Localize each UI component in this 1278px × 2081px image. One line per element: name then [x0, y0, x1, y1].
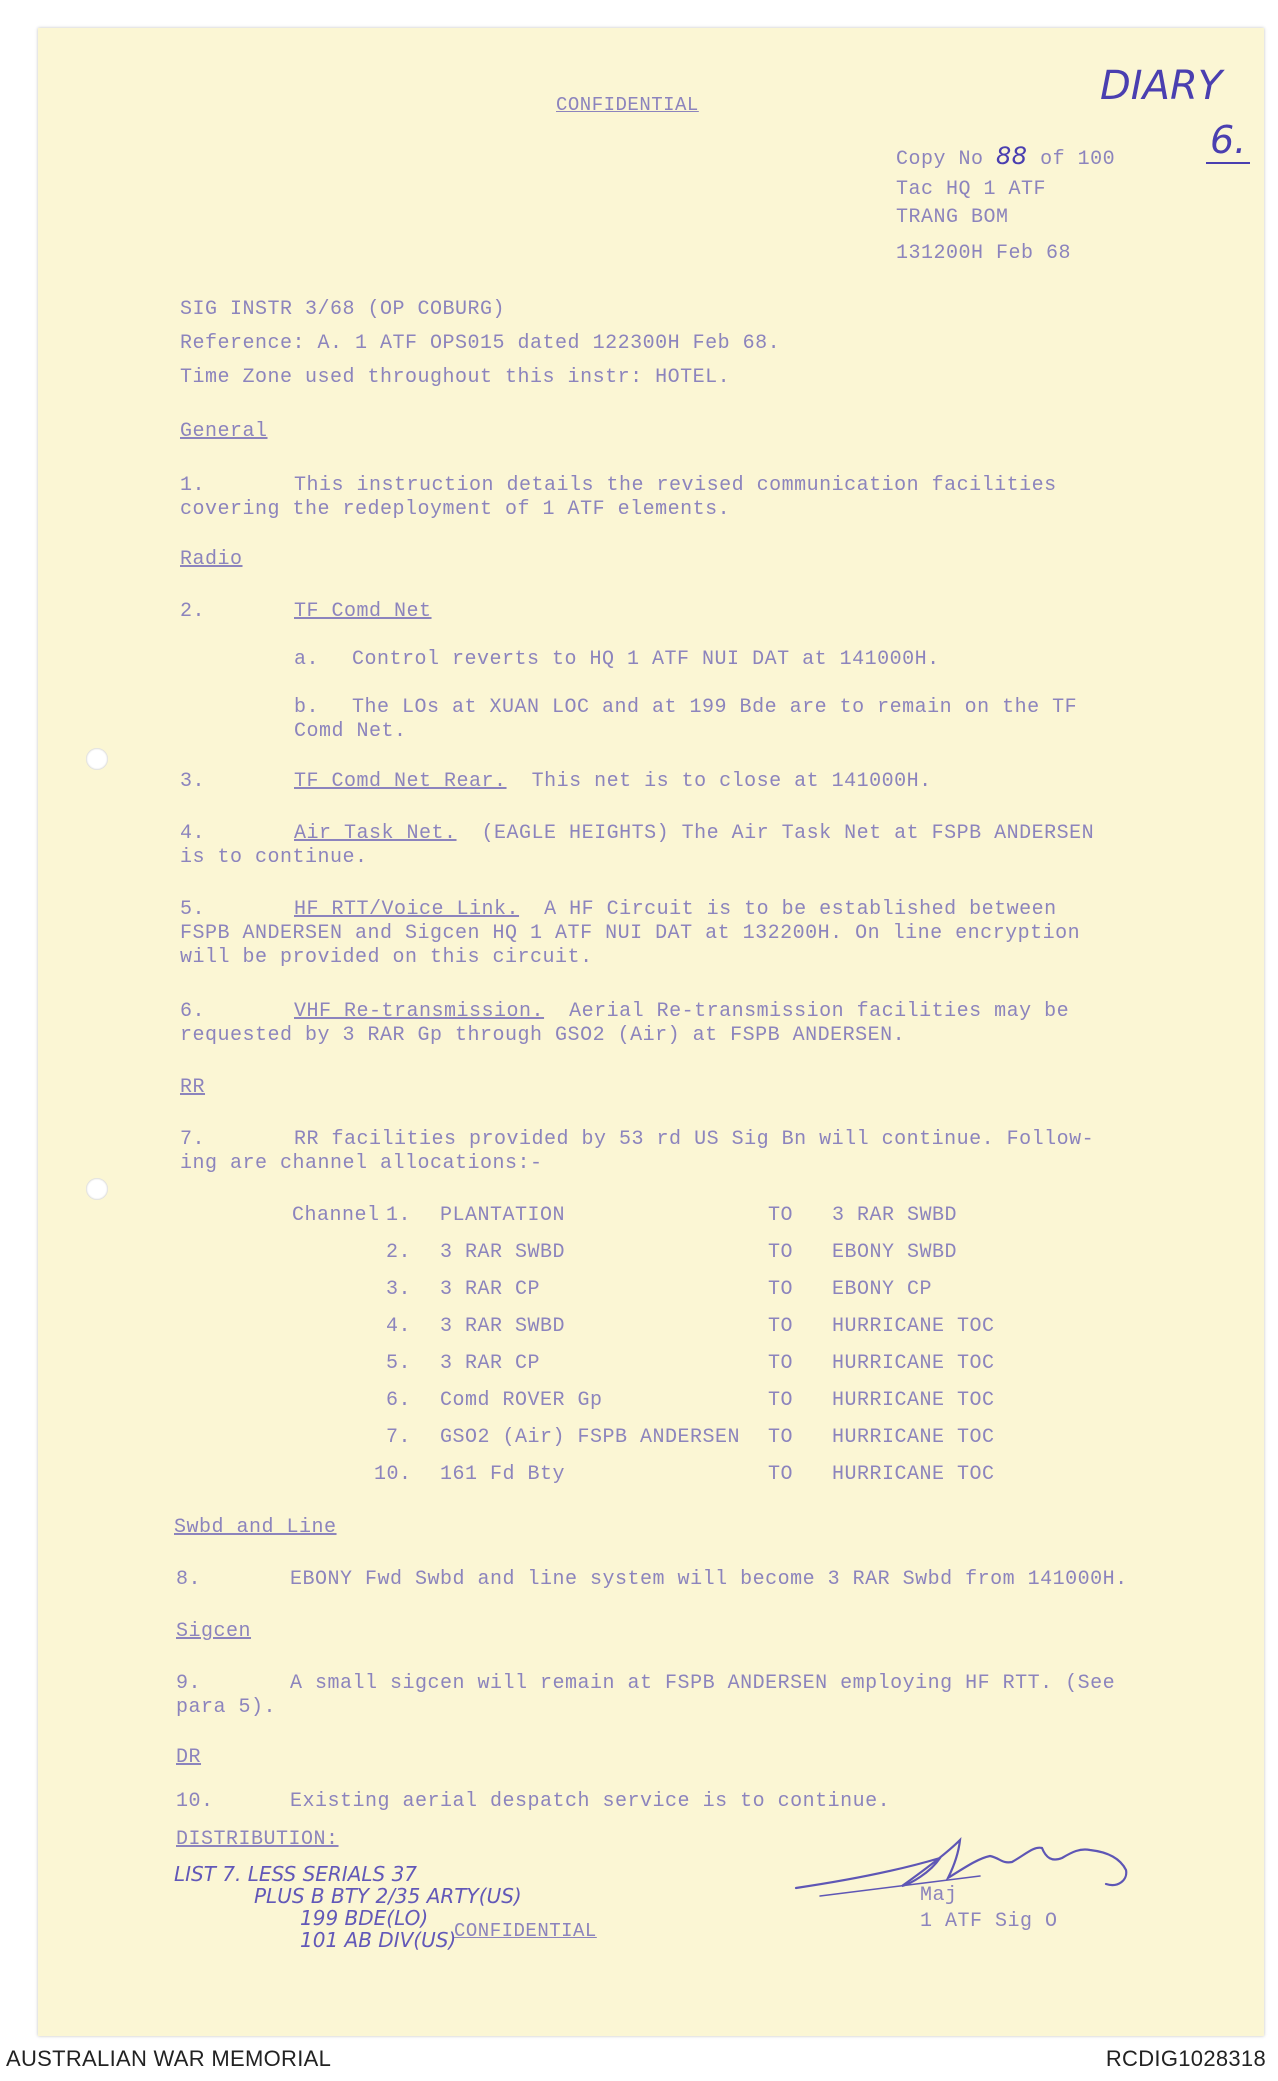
classification-footer: CONFIDENTIAL	[454, 1920, 597, 1942]
instruction-title: SIG INSTR 3/68 (OP COBURG)	[180, 298, 506, 321]
para-2a-text: Control reverts to HQ 1 ATF NUI DAT at 141000H.	[352, 648, 940, 671]
para-7-text: RR facilities provided by 53 rd US Sig Bn will continue. Follow-	[294, 1128, 1095, 1151]
para-5-text: HF RTT/Voice Link. A HF Circuit is to be established between	[294, 898, 1057, 921]
para-4-text: is to continue.	[180, 846, 368, 869]
para-2b-text: Comd Net.	[294, 720, 407, 743]
para-number: 7.	[180, 1128, 206, 1151]
para-number: 5.	[180, 898, 206, 921]
issuer: Tac HQ 1 ATF	[896, 178, 1047, 201]
para-number: 1.	[180, 474, 206, 497]
channel-label: Channel	[292, 1204, 380, 1227]
para-3-text: TF Comd Net Rear. This net is to close at 141000H.	[294, 770, 932, 793]
diary-note: DIARY	[1100, 63, 1223, 109]
distribution-line: LIST 7. LESS SERIALS 37	[174, 1862, 418, 1886]
section-general: General	[180, 420, 268, 443]
para-1-text: This instruction details the revised communication facilities	[294, 474, 1057, 497]
location: TRANG BOM	[896, 206, 1009, 229]
archive-label: AUSTRALIAN WAR MEMORIAL	[6, 2046, 332, 2071]
para-number: 4.	[180, 822, 206, 845]
signatory-appointment: 1 ATF Sig O	[920, 1910, 1058, 1933]
archive-id: RCDIG1028318	[1105, 2046, 1266, 2071]
timezone-line: Time Zone used throughout this instr: HOTEL.	[180, 366, 731, 389]
para-6-text: VHF Re-transmission. Aerial Re-transmission facilities may be	[294, 1000, 1070, 1023]
punch-hole	[86, 748, 108, 770]
reference-line: Reference: A. 1 ATF OPS015 dated 122300H Feb 68.	[180, 332, 781, 355]
distribution-line: 199 BDE(LO)	[300, 1906, 429, 1930]
section-dr: DR	[176, 1746, 202, 1769]
subpara-letter: b.	[294, 696, 320, 719]
distribution-line: 101 AB DIV(US)	[300, 1928, 457, 1952]
para-number: 2.	[180, 600, 206, 623]
para-10-text: Existing aerial despatch service is to continue.	[290, 1790, 891, 1813]
para-5-text: FSPB ANDERSEN and Sigcen HQ 1 ATF NUI DAT at 132200H. On line encryption	[180, 922, 1081, 945]
para-2b-text: The LOs at XUAN LOC and at 199 Bde are to remain on the TF	[352, 696, 1078, 719]
para-number: 10.	[176, 1790, 214, 1813]
distribution-line: PLUS B BTY 2/35 ARTY(US)	[254, 1884, 522, 1908]
signatory-rank: Maj	[920, 1884, 958, 1907]
para-7-text: ing are channel allocations:-	[180, 1152, 543, 1175]
para-6-text: requested by 3 RAR Gp through GSO2 (Air) at FSPB ANDERSEN.	[180, 1024, 906, 1047]
section-radio: Radio	[180, 548, 243, 571]
signature-scribble	[790, 1818, 1140, 1908]
distribution-heading: DISTRIBUTION:	[176, 1828, 339, 1851]
para-9-text: A small sigcen will remain at FSPB ANDERSEN employing HF RTT. (See	[290, 1672, 1116, 1695]
para-1-text: covering the redeployment of 1 ATF elements.	[180, 498, 731, 521]
classification-header: CONFIDENTIAL	[556, 94, 699, 116]
para-number: 9.	[176, 1672, 202, 1695]
document-page: DIARY 6. CONFIDENTIAL Copy No 88 of 100 Tac HQ 1 ATF TRANG BOM 131200H Feb 68 SIG INSTR 3/68 (OP COBURG) Reference: A. 1 ATF OPS015 dated 122300H Feb 68. Time Zone used throughout this instr: HOTEL. General 1. This instruction details the revised communication facilities covering the redeployment of 1 ATF elements. Radio 2. TF Comd Net a. Control reverts to HQ 1 ATF NUI DAT at 141000H. b. The LOs at XUAN LOC and at 199 Bde are to remain on the TF Comd Net. 3. TF Comd Net Rear. This net is to close at 141000H. 4. Air Task Net. (EAGLE HEIGHTS) The Air Task Net at FSPB ANDERSEN is to continue. 5. HF RTT/Voice Link. A HF Circuit is to be established between FSPB ANDERSEN and Sigcen HQ 1 ATF NUI DAT at 132200H. On line encryption will be provided on this circuit. 6. VHF Re-transmission. Aerial Re-transmission facilities may be requested by 3 RAR Gp through GSO2 (Air) at FSPB ANDERSEN. RR 7. RR facilities provided by 53 rd US Sig Bn will continue. Follow- ing are channel allocations:- Channel 1. PLANTATION TO 3 RAR SWBD 2. 3 RAR SWBD TO EBONY SWBD 3. 3 RAR CP TO EBONY CP 4. 3 RAR SWBD TO HURRICANE TOC 5. 3 RAR CP TO HURRICANE TOC 6. Comd ROVER Gp TO HURRICANE TOC 7. GSO2 (Air) FSPB ANDERSEN TO HURRICANE TOC 10. 161 Fd Bty TO HURRICANE TOC Swbd and Line 8. EBONY Fwd Swbd and line system will become 3 RAR Swbd from 141000H. Sigcen 9. A small sigcen will remain at FSPB ANDERSEN employing HF RTT. (See para 5). DR 10. Existing aerial despatch service is to continue. DISTRIBUTION: LIST 7. LESS SERIALS 37 PLUS B BTY 2/35 ARTY(US) 199 BDE(LO) 101 AB DIV(US) CONFIDENTIAL Maj 1 ATF Sig O	[38, 28, 1264, 2036]
para-5-text: will be provided on this circuit.	[180, 946, 593, 969]
copy-line: Copy No 88 of 100	[896, 142, 1116, 171]
copy-number: 88	[996, 142, 1028, 170]
diary-number: 6.	[1206, 118, 1250, 164]
punch-hole	[86, 1178, 108, 1200]
date-time-group: 131200H Feb 68	[896, 242, 1072, 265]
section-sigcen: Sigcen	[176, 1620, 252, 1643]
para-2-title: TF Comd Net	[294, 600, 432, 623]
para-number: 6.	[180, 1000, 206, 1023]
subpara-letter: a.	[294, 648, 320, 671]
para-4-text: Air Task Net. (EAGLE HEIGHTS) The Air Task Net at FSPB ANDERSEN	[294, 822, 1095, 845]
para-number: 3.	[180, 770, 206, 793]
para-9-text: para 5).	[176, 1696, 277, 1719]
para-8-text: EBONY Fwd Swbd and line system will become 3 RAR Swbd from 141000H.	[290, 1568, 1128, 1591]
section-rr: RR	[180, 1076, 206, 1099]
para-number: 8.	[176, 1568, 202, 1591]
section-swbd-line: Swbd and Line	[174, 1516, 337, 1539]
